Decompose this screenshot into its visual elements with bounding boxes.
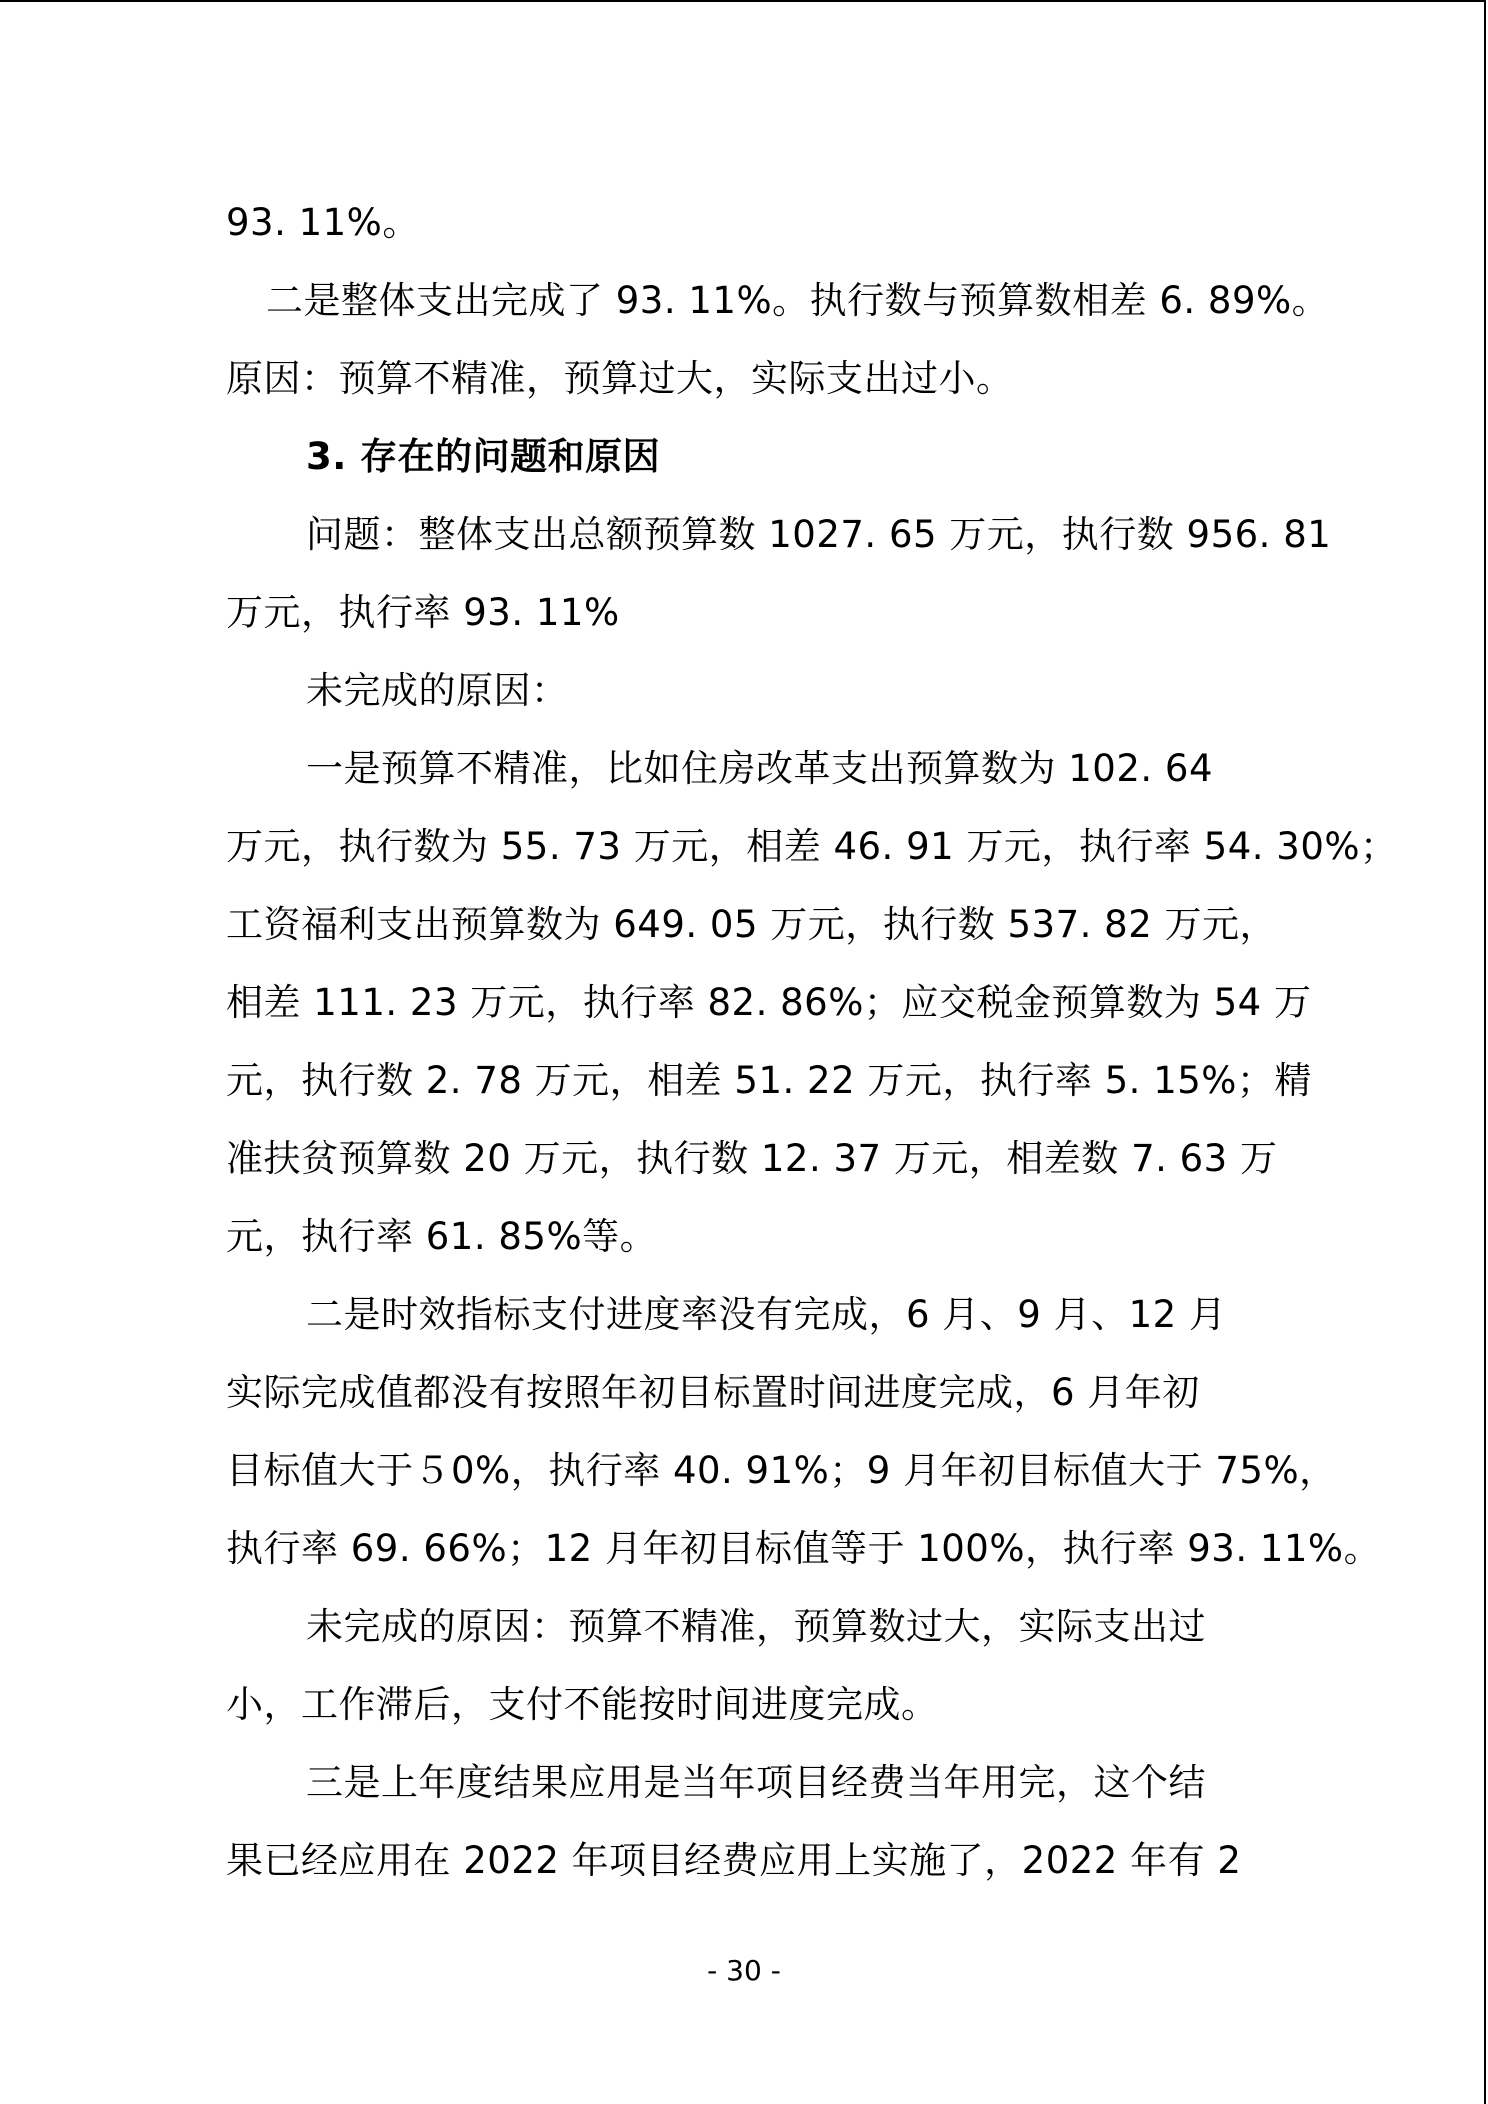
text-line: 实际完成值都没有按照年初目标置时间进度完成，6 月年初 bbox=[226, 1371, 1200, 1414]
text-line: 93. 11%。 bbox=[226, 201, 420, 244]
text-line: 小，工作滞后，支付不能按时间进度完成。 bbox=[226, 1683, 939, 1726]
text-line: 二是时效指标支付进度率没有完成，6 月、9 月、12 月 bbox=[306, 1293, 1227, 1336]
text-line: 工资福利支出预算数为 649. 05 万元，执行数 537. 82 万元， bbox=[226, 903, 1277, 946]
section-heading: 3. 存在的问题和原因 bbox=[306, 435, 661, 478]
text-line: 未完成的原因：预算不精准，预算数过大，实际支出过 bbox=[306, 1605, 1206, 1648]
text-line: 未完成的原因： bbox=[306, 669, 569, 712]
text-line: 准扶贫预算数 20 万元，执行数 12. 37 万元，相差数 7. 63 万 bbox=[226, 1137, 1278, 1180]
document-body bbox=[226, 184, 1398, 1900]
text-line: 问题：整体支出总额预算数 1027. 65 万元，执行数 956. 81 bbox=[306, 513, 1332, 556]
page-number: - 30 - bbox=[707, 1954, 781, 1987]
text-line: 果已经应用在 2022 年项目经费应用上实施了，2022 年有 2 bbox=[226, 1839, 1242, 1882]
text-line: 三是上年度结果应用是当年项目经费当年用完，这个结 bbox=[306, 1761, 1206, 1804]
text-line: 元，执行数 2. 78 万元，相差 51. 22 万元，执行率 5. 15%；精 bbox=[226, 1059, 1312, 1102]
text-line: 二是整体支出完成了 93. 11%。执行数与预算数相差 6. 89%。 bbox=[266, 279, 1330, 322]
text-line: 原因：预算不精准，预算过大，实际支出过小。 bbox=[226, 357, 1014, 400]
text-line: 一是预算不精准，比如住房改革支出预算数为 102. 64 bbox=[306, 747, 1213, 790]
text-line: 相差 111. 23 万元，执行率 82. 86%；应交税金预算数为 54 万 bbox=[226, 981, 1312, 1024]
text-line: 元，执行率 61. 85%等。 bbox=[226, 1215, 658, 1258]
text-line: 万元，执行数为 55. 73 万元，相差 46. 91 万元，执行率 54. 30%； bbox=[226, 825, 1398, 868]
text-line: 执行率 69. 66%；12 月年初目标值等于 100%，执行率 93. 11%。 bbox=[226, 1527, 1382, 1570]
text-line: 万元，执行率 93. 11% bbox=[226, 591, 620, 634]
text-line: 目标值大于５0%，执行率 40. 91%；9 月年初目标值大于 75%， bbox=[226, 1449, 1337, 1492]
